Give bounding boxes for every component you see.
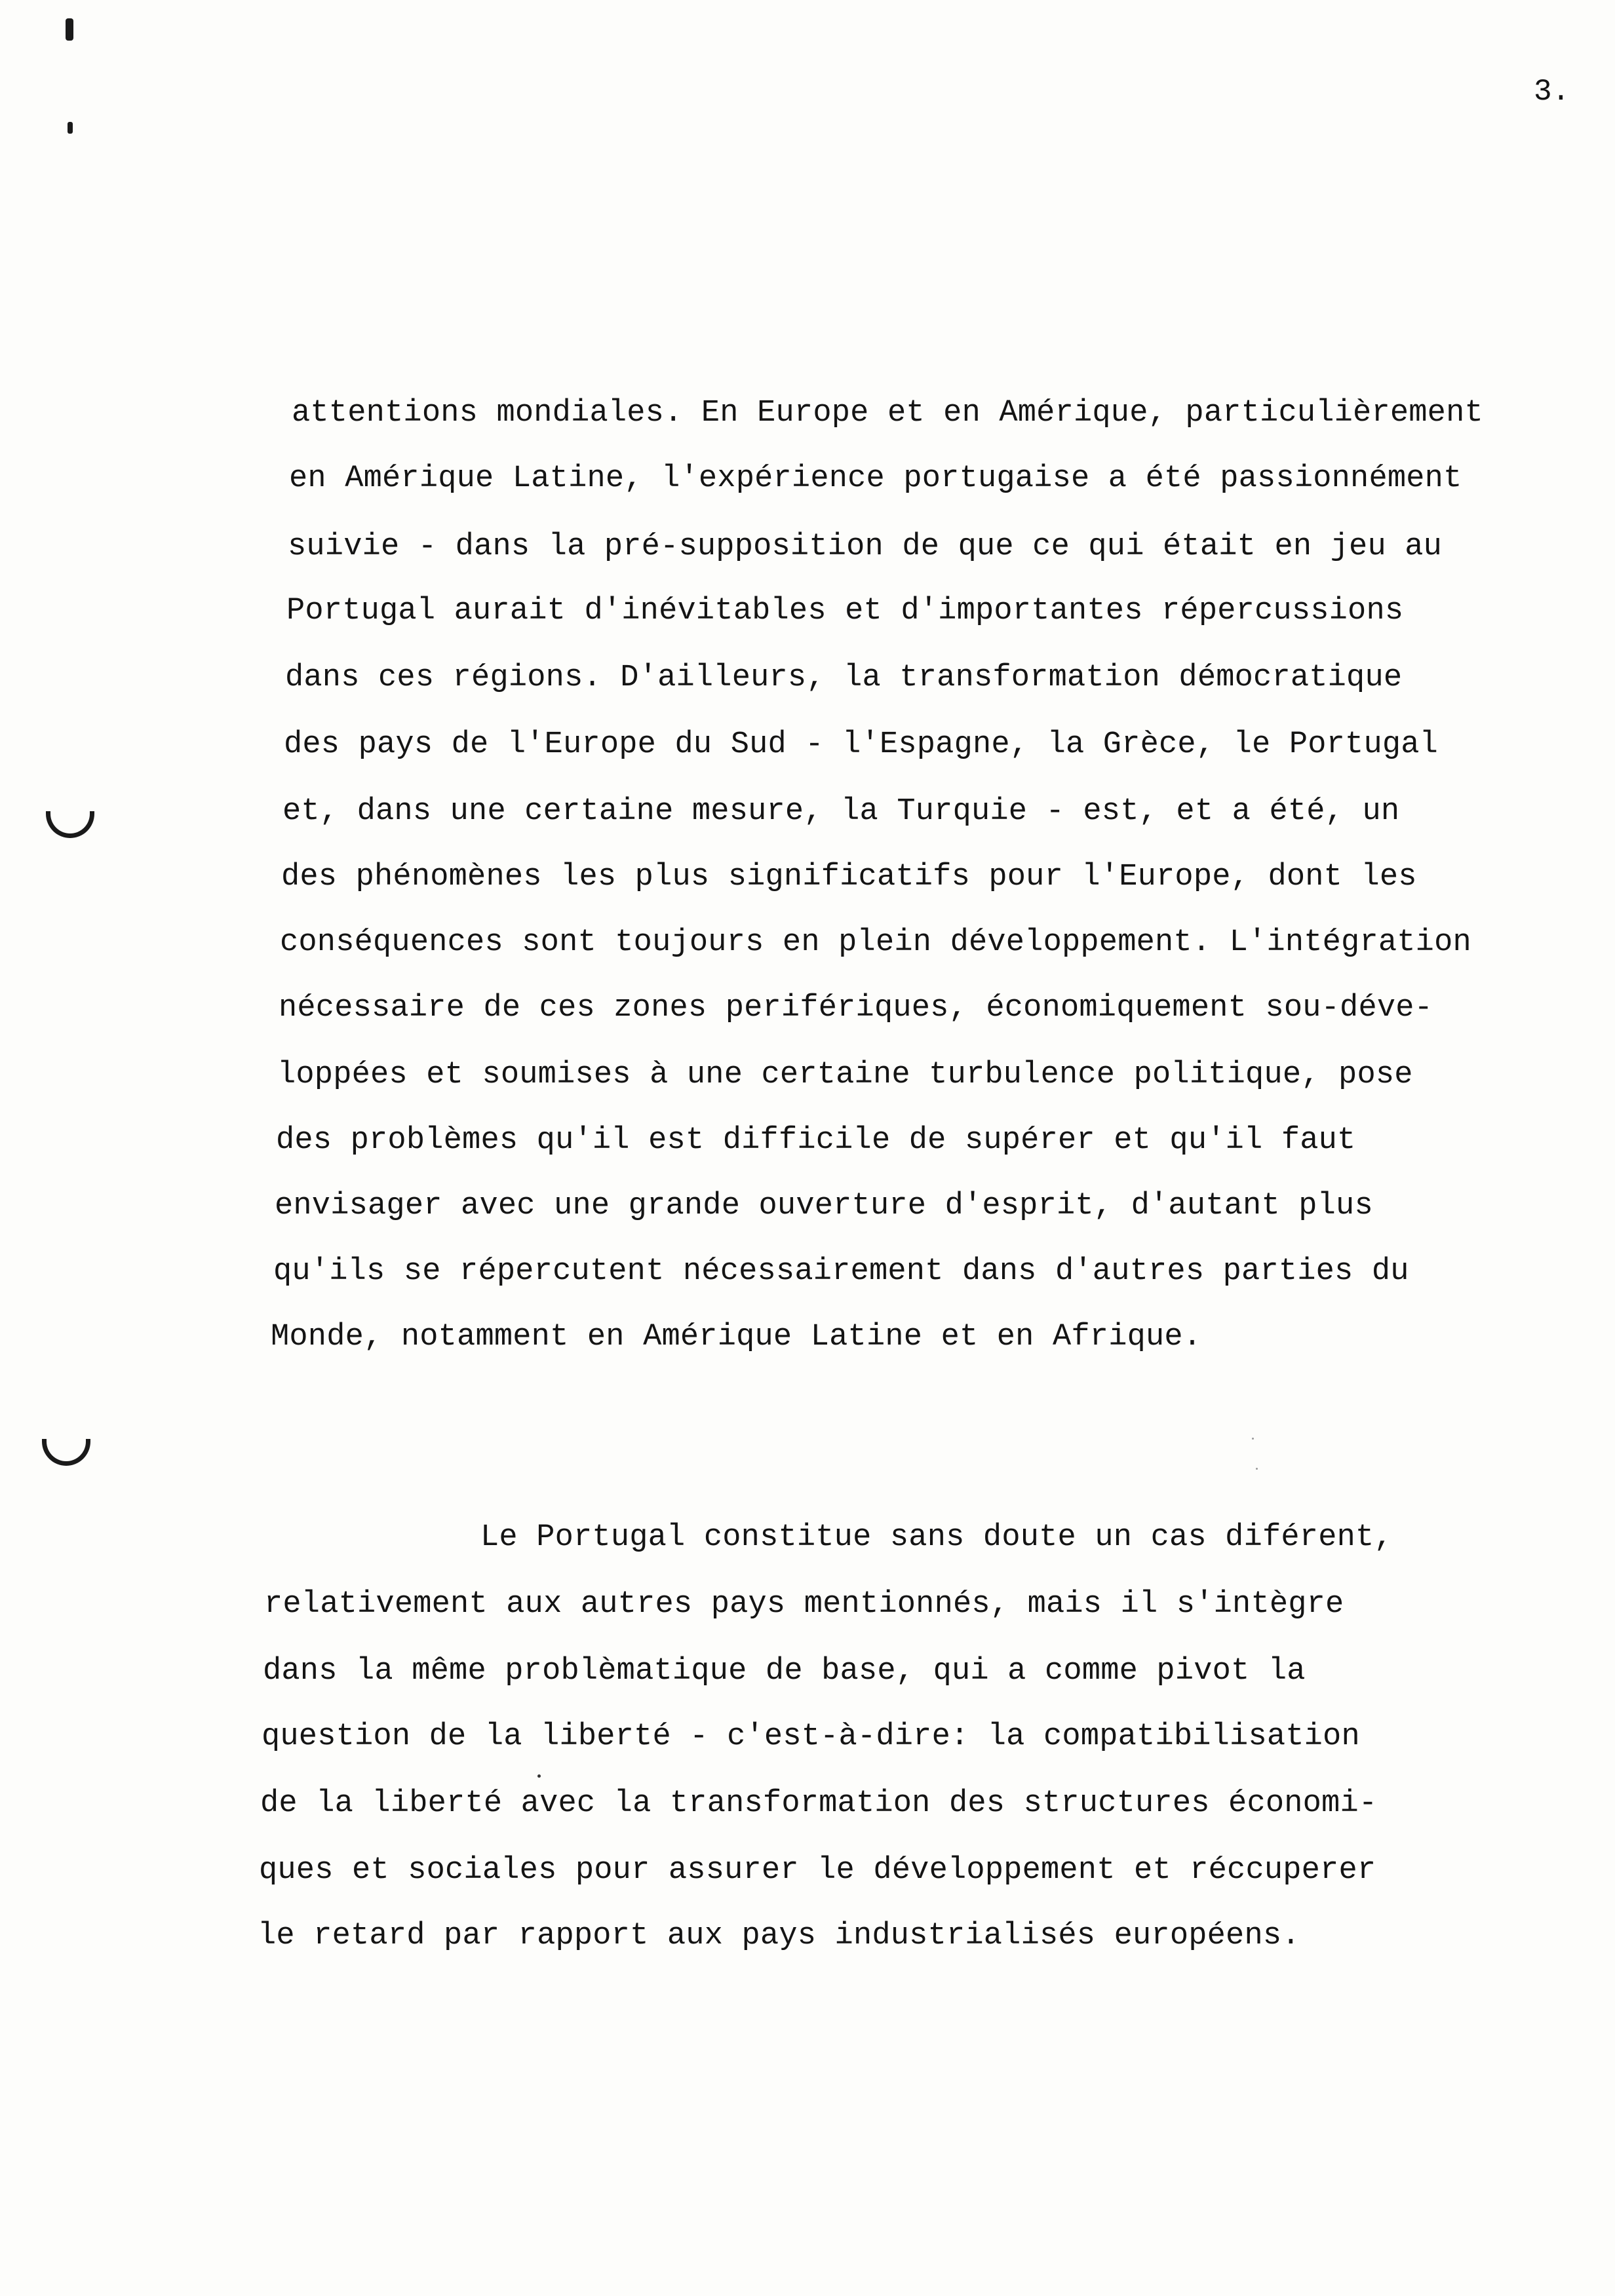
text-line: en Amérique Latine, l'expérience portugaise a été passionnément: [289, 461, 1462, 496]
text-line: loppées et soumises à une certaine turbulence politique, pose: [277, 1058, 1413, 1092]
scan-speck: [537, 1774, 541, 1778]
page-number: 3.: [1534, 75, 1570, 109]
text-line: de la liberté avec la transformation des structures économi-: [260, 1786, 1378, 1821]
text-line: qu'ils se répercutent nécessairement dans d'autres parties du: [273, 1254, 1409, 1289]
punch-hole-mark-upper: [46, 811, 94, 838]
punch-hole-mark-lower: [42, 1439, 90, 1466]
text-line: des problèmes qu'il est difficile de supérer et qu'il faut: [276, 1123, 1356, 1158]
scan-speck: [1252, 1438, 1254, 1440]
scan-speck: [1256, 1468, 1258, 1470]
text-line: question de la liberté - c'est-à-dire: la compatibilisation: [262, 1719, 1360, 1754]
scan-mark-top: [66, 18, 73, 41]
text-line: nécessaire de ces zones perifériques, économiquement sou-déve-: [279, 991, 1433, 1025]
text-line: des phénomènes les plus significatifs pour l'Europe, dont les: [281, 860, 1417, 894]
text-line: dans ces régions. D'ailleurs, la transformation démocratique: [285, 660, 1403, 695]
text-line: envisager avec une grande ouverture d'esprit, d'autant plus: [275, 1189, 1373, 1223]
scan-mark-small: [68, 122, 73, 134]
text-line: dans la même problèmatique de base, qui a comme pivot la: [263, 1654, 1306, 1689]
text-line: suivie - dans la pré-supposition de que ce qui était en jeu au: [288, 529, 1443, 564]
text-line: attentions mondiales. En Europe et en Amérique, particulièrement: [292, 396, 1483, 430]
text-line: le retard par rapport aux pays industrialisés européens.: [258, 1919, 1300, 1953]
text-line: et, dans une certaine mesure, la Turquie - est, et a été, un: [282, 794, 1400, 829]
text-line: ques et sociales pour assurer le développement et réccuperer: [259, 1853, 1376, 1888]
text-line: Portugal aurait d'inévitables et d'importantes répercussions: [286, 594, 1404, 628]
text-line: Le Portugal constitue sans doute un cas diférent,: [480, 1520, 1393, 1555]
text-line: relativement aux autres pays mentionnés, mais il s'intègre: [264, 1587, 1344, 1622]
text-line: conséquences sont toujours en plein développement. L'intégration: [280, 925, 1471, 960]
text-line: Monde, notamment en Amérique Latine et en Afrique.: [271, 1320, 1202, 1354]
text-line: des pays de l'Europe du Sud - l'Espagne, la Grèce, le Portugal: [284, 727, 1439, 762]
